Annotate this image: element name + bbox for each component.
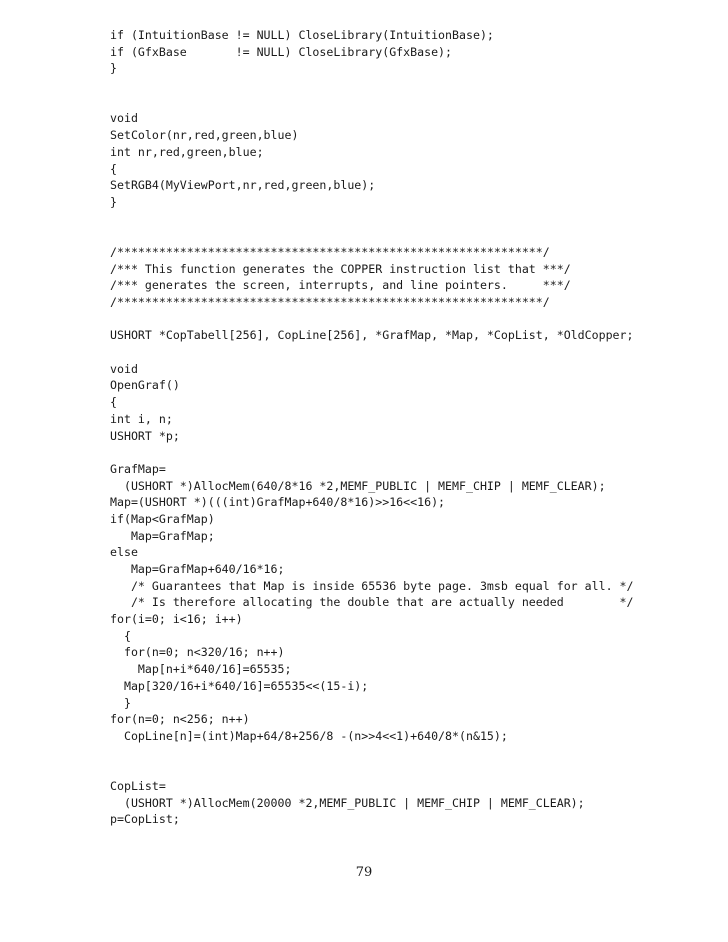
code-line	[110, 311, 634, 328]
code-line: for(n=0; n<320/16; n++)	[110, 645, 285, 660]
code-line: {	[110, 628, 131, 643]
code-line: SetRGB4(MyViewPort,nr,red,green,blue);	[110, 178, 376, 193]
code-line: else	[110, 545, 138, 560]
code-line: /*** This function generates the COPPER instruction list that ***/	[110, 261, 571, 276]
code-line: }	[110, 194, 117, 209]
code-line: USHORT *CopTabell[256], CopLine[256], *GrafMap, *Map, *CopList, *OldCopper;	[110, 328, 634, 343]
code-line: for(i=0; i<16; i++)	[110, 612, 243, 627]
code-line: }	[110, 61, 117, 76]
code-line	[110, 94, 634, 111]
code-line: {	[110, 161, 117, 176]
code-line: int i, n;	[110, 411, 173, 426]
code-line: USHORT *p;	[110, 428, 180, 443]
code-listing	[110, 27, 634, 828]
code-line: {	[110, 395, 117, 410]
code-line	[110, 344, 634, 361]
code-line	[110, 745, 634, 762]
code-line: (USHORT *)AllocMem(640/8*16 *2,MEMF_PUBLIC | MEMF_CHIP | MEMF_CLEAR);	[110, 478, 606, 493]
code-line: Map[n+i*640/16]=65535;	[110, 662, 292, 677]
code-line: /* Is therefore allocating the double that are actually needed */	[110, 595, 634, 610]
code-line: CopList=	[110, 778, 166, 793]
code-line: Map=(USHORT *)(((int)GrafMap+640/8*16)>>16<<16);	[110, 495, 446, 510]
code-line: CopLine[n]=(int)Map+64/8+256/8 -(n>>4<<1)+640/8*(n&15);	[110, 728, 508, 743]
code-line: }	[110, 695, 131, 710]
page-number: 79	[355, 865, 373, 880]
code-line: (USHORT *)AllocMem(20000 *2,MEMF_PUBLIC | MEMF_CHIP | MEMF_CLEAR);	[110, 795, 585, 810]
code-line: if (GfxBase != NULL) CloseLibrary(GfxBase);	[110, 44, 453, 59]
code-line: Map=GrafMap;	[110, 528, 215, 543]
code-line: for(n=0; n<256; n++)	[110, 712, 250, 727]
code-line: p=CopList;	[110, 812, 180, 827]
code-line	[110, 227, 634, 244]
code-line: SetColor(nr,red,green,blue)	[110, 128, 299, 143]
code-line: /*************************************************************/	[110, 244, 550, 259]
code-line	[110, 761, 634, 778]
code-line	[110, 211, 634, 228]
code-line: /*************************************************************/	[110, 295, 550, 309]
code-line: void	[110, 361, 138, 376]
code-line: /*** generates the screen, interrupts, and line pointers. ***/	[110, 278, 571, 293]
code-line: if (IntuitionBase != NULL) CloseLibrary(IntuitionBase);	[110, 28, 494, 42]
code-line: OpenGraf()	[110, 378, 180, 393]
code-line	[110, 444, 634, 461]
code-line: void	[110, 111, 138, 126]
code-line: if(Map<GrafMap)	[110, 511, 215, 526]
code-line	[110, 77, 634, 94]
code-line: GrafMap=	[110, 461, 166, 476]
code-line: /* Guarantees that Map is inside 65536 byte page. 3msb equal for all. */	[110, 578, 634, 593]
code-line: int nr,red,green,blue;	[110, 144, 264, 159]
code-line: Map[320/16+i*640/16]=65535<<(15-i);	[110, 678, 369, 693]
code-line: Map=GrafMap+640/16*16;	[110, 562, 285, 576]
